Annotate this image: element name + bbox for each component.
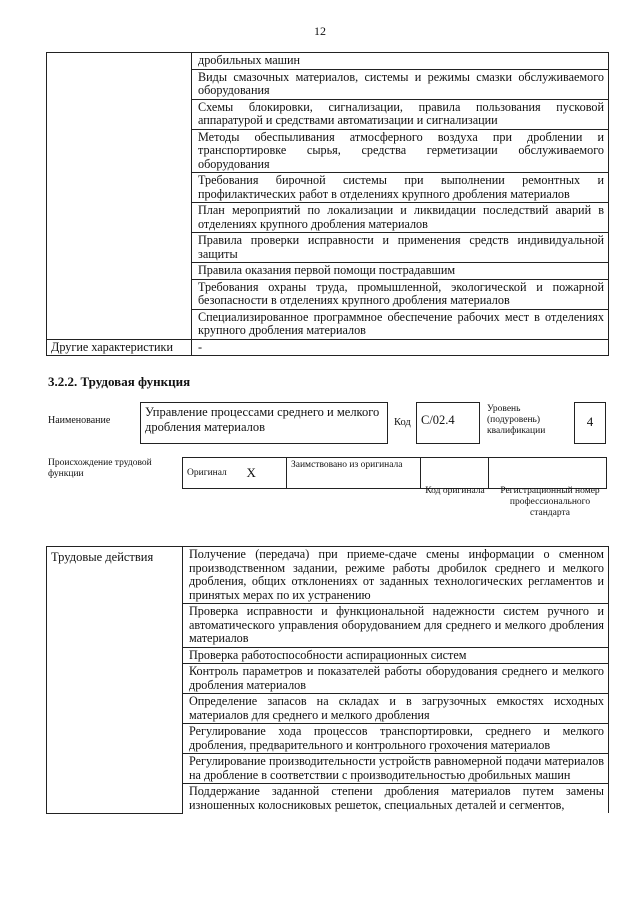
requirement-cell: План мероприятий по локализации и ликвидации последствий аварий в отделениях крупного дробления материалов [192, 203, 609, 233]
origin-label: Происхождение трудовой функции [48, 458, 152, 479]
requirement-cell: Специализированное программное обеспечение рабочих мест в отделениях крупного дробления материалов [192, 309, 609, 339]
requirement-cell: Методы обеспыливания атмосферного воздуха при дроблении и транспортировке сырья, средства герметизации обслуживаемого оборудования [192, 129, 609, 173]
table-row [47, 53, 609, 70]
action-cell: Определение запасов на складах и в загрузочных емкостях исходных материалов для среднего и мелкого дробления [183, 694, 609, 724]
action-cell: Контроль параметров и показателей работы оборудования среднего и мелкого дробления материалов [183, 664, 609, 694]
action-cell: Проверка исправности и функциональной надежности систем ручного и автоматического управления оборудованием для среднего и мелкого дробления материалов [183, 604, 609, 648]
function-name-box: Управление процессами среднего и мелкого дробления материалов [140, 402, 388, 444]
other-characteristics-label: Другие характеристики [47, 339, 192, 356]
level-box: 4 [574, 402, 606, 444]
function-code-box: С/02.4 [416, 402, 480, 444]
borrowed-label: Заимствовано из оригинала [287, 458, 421, 489]
requirement-cell: Требования бирочной системы при выполнении ремонтных и профилактических работ в отделениях крупного дробления материалов [192, 173, 609, 203]
labor-actions-table [46, 546, 609, 814]
action-cell: Регулирование производительности устройств равномерной подачи материалов на дробление в соответствии с производительностью дробильных машин [183, 754, 609, 784]
section-title: 3.2.2. Трудовая функция [48, 374, 191, 389]
requirement-cell: Требования охраны труда, промышленной, экологической и пожарной безопасности в отделениях крупного дробления материалов [192, 279, 609, 309]
labor-actions-label: Трудовые действия [47, 547, 183, 814]
blank-label-cell [47, 53, 192, 340]
registration-caption: Регистрационный номер профессионального стандарта [500, 486, 600, 518]
table-row [183, 458, 607, 489]
code-label: Код [394, 417, 411, 428]
action-cell: Регулирование хода процессов транспортировки, среднего и мелкого дробления, предварительного и контрольного грохочения материалов [183, 724, 609, 754]
requirement-cell: дробильных машин [192, 53, 609, 70]
registration-number-cell [489, 458, 607, 489]
requirement-cell: Правила проверки исправности и применения средств индивидуальной защиты [192, 233, 609, 263]
action-cell: Поддержание заданной степени дробления материалов путем замены изношенных колосниковых решеток, специальных деталей и сегментов, [183, 784, 609, 814]
level-label: Уровень (подуровень) квалификации [487, 404, 546, 436]
requirement-cell: Схемы блокировки, сигнализации, правила пользования пусковой аппаратурой и средствами автоматизации и сигнализации [192, 99, 609, 129]
action-cell: Проверка работоспособности аспирационных систем [183, 647, 609, 664]
original-mark: Х [243, 458, 287, 489]
other-characteristics-value: - [192, 339, 609, 356]
requirement-cell: Виды смазочных материалов, системы и режимы смазки обслуживаемого оборудования [192, 69, 609, 99]
table-row [47, 547, 609, 604]
origin-table [182, 457, 607, 489]
action-cell: Получение (передача) при приеме-сдаче смены информации о сменном производственном задании, режиме работы дробилок среднего и мелкого дробления, общих отклонениях от заданных технологических регламентов и принятых мерах по их устранению [183, 547, 609, 604]
name-label: Наименование [48, 415, 111, 426]
table-row [47, 339, 609, 356]
knowledge-table [46, 52, 609, 356]
original-label: Оригинал [183, 458, 243, 489]
requirement-cell: Правила оказания первой помощи пострадавшим [192, 263, 609, 280]
page-number: 12 [314, 24, 326, 38]
original-code-cell [421, 458, 489, 489]
code-caption: Код оригинала [425, 486, 485, 496]
